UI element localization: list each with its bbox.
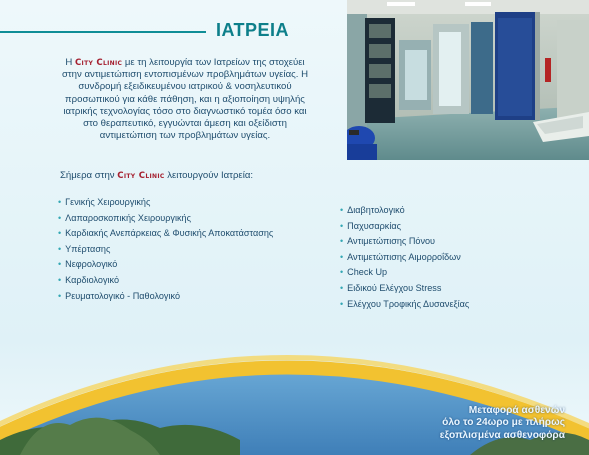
list-item: • Αντιμετώπισης Αιμορροΐδων [340,251,461,262]
list-item: • Ελέγχου Τροφικής Δυσανεξίας [340,298,470,309]
bullet-dot-icon: • [58,259,62,270]
list-item: • Check Up [340,267,388,278]
bullet-dot-icon: • [340,205,344,215]
bullet-dot-icon: • [340,220,344,231]
bullet-dot-icon: • [340,251,344,262]
clinics-heading-lead: Σήμερα στην [60,170,115,181]
list-item: • Υπέρτασης [58,243,111,254]
bullet-dot-icon: • [340,267,344,278]
list-item: • Παχυσαρκίας [340,220,401,231]
intro-lead: Η [65,57,73,68]
bullet-dot-icon: • [58,274,62,285]
clinics-heading [60,170,253,181]
bullet-dot-icon: • [58,197,62,207]
clinics-list-left [58,195,273,304]
intro-paragraph [60,57,310,142]
brand-name: City Clinic [74,58,123,68]
caption-line-3: εξοπλισμένα ασθενοφόρα [439,429,565,441]
list-item: • Διαβητολογικό [340,205,405,215]
title-rule [0,31,206,33]
list-item: • Ειδικού Ελέγχου Stress [340,282,442,293]
page-title: ΙΑΤΡΕΙΑ [216,20,290,40]
list-item: • Αντιμετώπισης Πόνου [340,236,436,247]
bullet-dot-icon: • [58,243,62,254]
caption-line-2: όλο το 24ωρο με πλήρως [442,417,565,429]
bullet-dot-icon: • [340,298,344,309]
list-item: • Γενικής Χειρουργικής [58,197,151,207]
intro-text: με τη λειτουργία των Ιατρείων της στοχεύει στην αντιμετώπιση εντοπισμένων προβλημάτων υγείας. Η συνδρομή εξειδικευμένου ιατρικού & νοσηλευτικού προσωπικού για κάθε πάθηση, και η αξιοποίηση υψηλής ιατρικής τεχνολογίας τόσο στο διαγνωστικό τομέα όσο και στο θεραπευτικό, εγγυώνται άμεση και οξείδιστη αντιμετώπιση των προβλημάτων υγείας. [61,57,309,142]
list-item: • Καρδιακής Ανεπάρκειας & Φυσικής Αποκατάστασης [58,228,274,239]
bullet-dot-icon: • [340,282,344,293]
bullet-dot-icon: • [58,228,62,239]
list-item: • Νεφρολογικό [58,259,118,270]
caption-line-1: Μεταφορά ασθενών [468,405,565,416]
bullet-dot-icon: • [58,212,62,223]
bullet-dot-icon: • [340,236,344,247]
ambulance-caption [440,405,565,442]
list-item: • Λαπαροσκοπικής Χειρουργικής [58,212,191,223]
clinic-interior-photo [347,0,589,160]
bullet-dot-icon: • [58,290,62,301]
brand-name: City Clinic [117,171,165,181]
list-item: • Καρδιολογικό [58,274,120,285]
clinics-heading-tail: λειτουργούν Ιατρεία: [167,170,254,181]
list-item: • Ρευματολογικό - Παθολογικό [58,290,180,301]
